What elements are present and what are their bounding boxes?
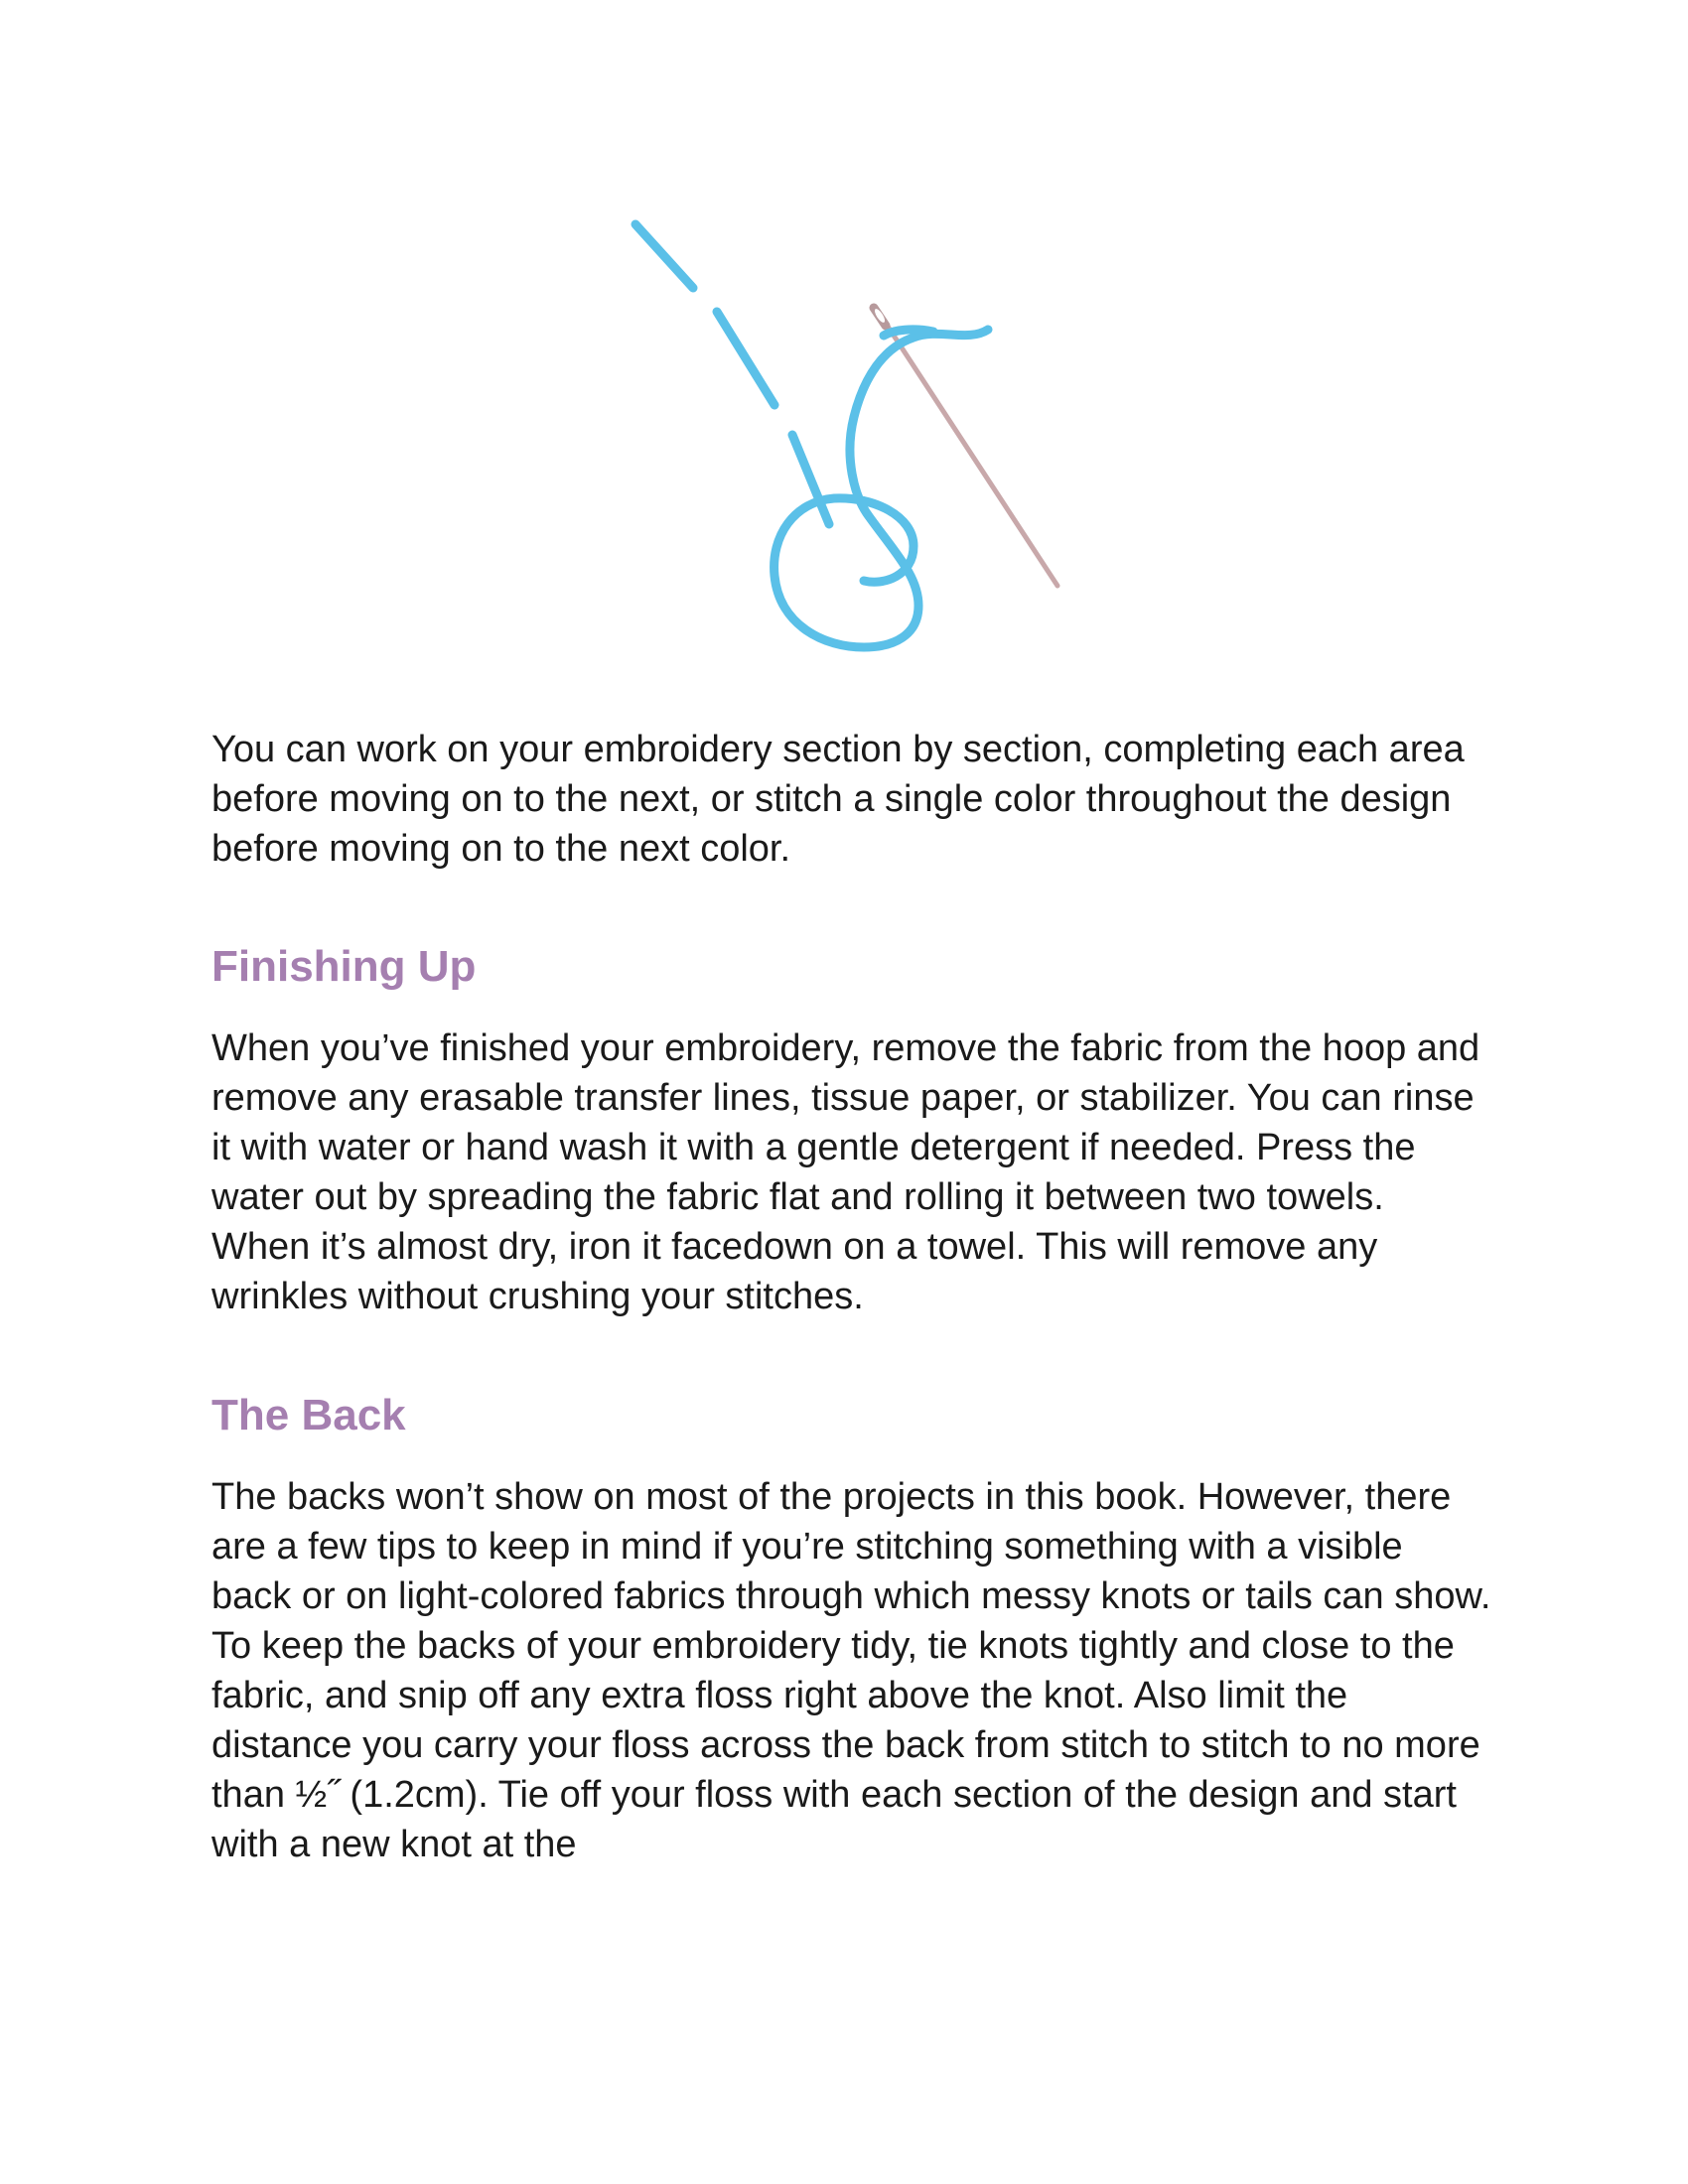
section-body-finishing-up: When you’ve finished your embroidery, remove the fabric from the hoop and remove any erasable transfer lines, tissue paper, or stabilizer. You can rinse it with water or hand wash it with a gentle detergent if needed. Press the water out by spreading the fabric flat and rolling it between two towels. When it’s almost dry, iron it facedown on a towel. This will remove any wrinkles without crushing your stitches.: [211, 1027, 1480, 1317]
needle-icon: [873, 308, 1057, 586]
intro-paragraph: You can work on your embroidery section by section, completing each area before moving on to the next, or stitch a single color throughout the design before moving on to the next color.: [211, 729, 1465, 870]
needle-and-thread-icon: [596, 199, 1092, 675]
section-heading-finishing-up: Finishing Up: [211, 942, 477, 991]
section-body-the-back: The backs won’t show on most of the projects in this book. However, there are a few tips to keep in mind if you’re stitching something with a visible back or on light-colored fabrics through which messy knots or tails can show. To keep the backs of your embroidery tidy, tie knots tightly and close to the fabric, and snip off any extra floss right above the knot. Also limit the distance you carry your floss across the back from stitch to stitch to no more than ½˝ (1.2cm). Tie off your floss with each section of the design and start with a new knot at the: [211, 1476, 1491, 1865]
section-heading-the-back: The Back: [211, 1391, 406, 1439]
document-body: [211, 725, 1492, 1869]
thread-icon: [635, 224, 988, 647]
needle-and-thread-illustration: [596, 199, 1092, 675]
